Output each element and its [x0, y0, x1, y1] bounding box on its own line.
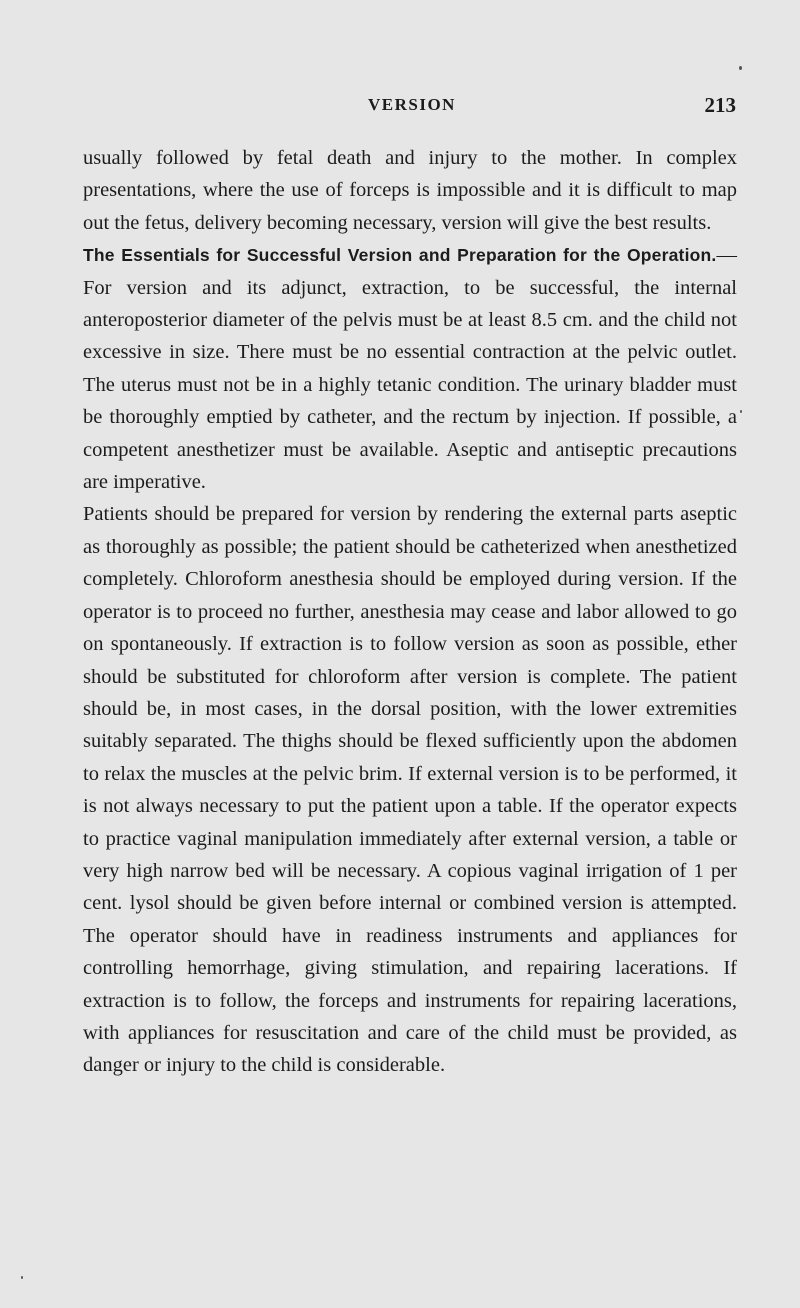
paragraph-continuation: usually followed by fetal death and injury to the mother. In complex presentations, where the use of forceps is impossible and it is difficult to map out the fetus, delivery becoming necessary, version will give the best results.	[83, 147, 737, 234]
section-heading: The Essentials for Successful Version and Preparation for the Operation.	[83, 245, 717, 266]
page-header	[0, 93, 800, 123]
print-speck	[740, 410, 742, 413]
running-head: VERSION	[368, 95, 456, 114]
body-text	[83, 142, 737, 1082]
print-speck	[21, 1276, 23, 1279]
paragraph-essentials	[83, 239, 737, 498]
page-number: 213	[704, 93, 736, 117]
paragraph-essentials-text: —For version and its adjunct, extraction, to be successful, the internal anteroposterior diameter of the pelvis must be at least 8.5 cm. and the child not excessive in size. There must be no essential contraction at the pelvic outlet. The uterus must not be in a highly tetanic condition. The urinary bladder must be thoroughly emptied by catheter, and the rectum by injection. If possible, a competent anesthetizer must be available. Aseptic and antiseptic precautions are imperative.	[83, 244, 737, 494]
paragraph-preparation: Patients should be prepared for version by rendering the external parts aseptic as thoroughly as possible; the patient should be catheterized when anesthetized completely. Chloroform anesthesia should be employed during version. If the operator is to proceed no further, anesthesia may cease and labor allowed to go on spontaneously. If extraction is to follow version as soon as possible, ether should be substituted for chloroform after version is complete. The patient should be, in most cases, in the dorsal position, with the lower extremities suitably separated. The thighs should be flexed sufficiently upon the abdomen to relax the muscles at the pelvic brim. If external version is to be performed, it is not always necessary to put the patient upon a table. If the operator expects to practice vaginal manipulation immediately after external version, a table or very high narrow bed will be necessary. A copious vaginal irrigation of 1 per cent. lysol should be given before internal or combined version is attempted. The operator should have in readiness instruments and appliances for controlling hemorrhage, giving stimulation, and repairing lacerations. If extraction is to follow, the forceps and instruments for repairing lacerations, with appliances for resuscitation and care of the child must be provided, as danger or injury to the child is considerable.	[83, 503, 737, 1077]
print-speck	[739, 66, 742, 70]
